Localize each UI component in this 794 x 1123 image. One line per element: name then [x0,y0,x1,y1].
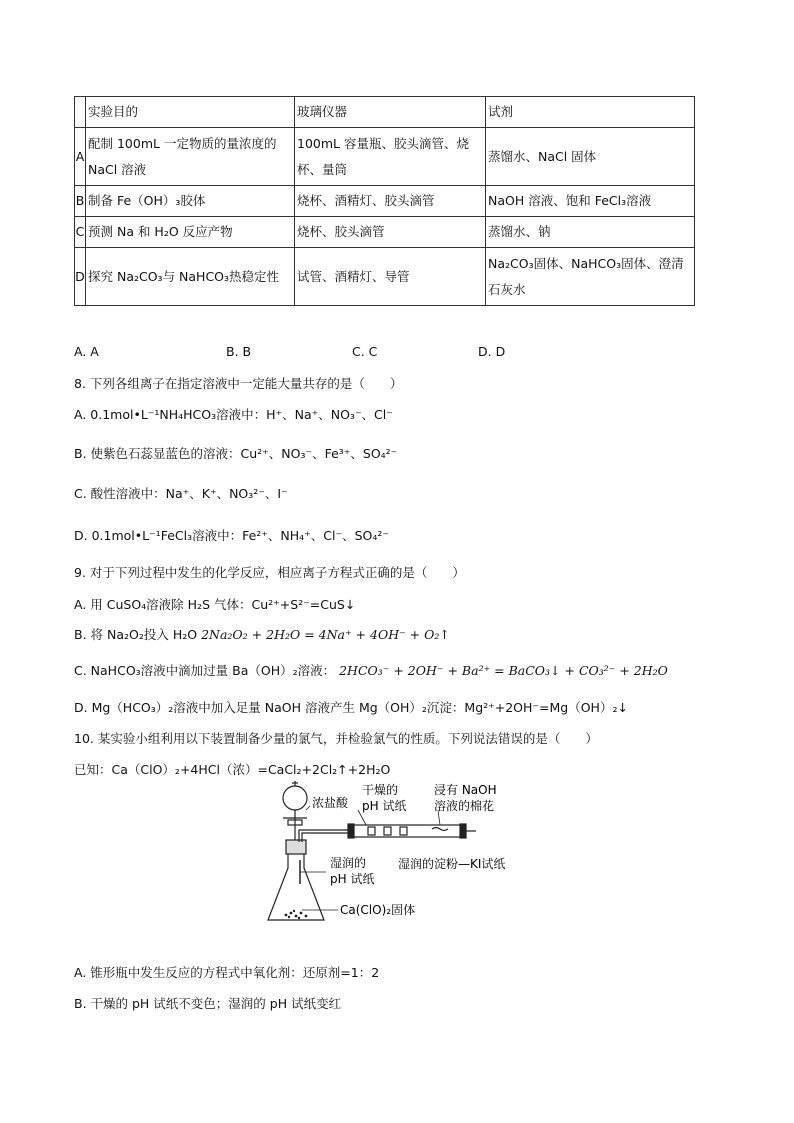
table-row [75,217,695,248]
glass-tube [348,824,476,838]
table-cell: 烧杯、酒精灯、胶头滴管 [295,186,486,217]
q8-stem: 8. 下列各组离子在指定溶液中一定能大量共存的是（ ） [74,376,403,391]
table-cell: 预测 Na 和 H₂O 反应产物 [86,217,295,248]
table-row [75,128,695,186]
q10-option-b: B. 干燥的 pH 试纸不变色；湿润的 pH 试纸变红 [74,996,342,1011]
table-header-row [75,97,695,128]
delivery-tube [299,830,352,842]
q9-option-d: D. Mg（HCO₃）₂溶液中加入足量 NaOH 溶液产生 Mg（OH）₂沉淀：Mg²⁺+2OH⁻=Mg（OH）₂↓ [74,700,628,715]
label-wet-ph-line1: 湿润的 [330,856,367,870]
table-header-cell: 玻璃仪器 [295,97,486,128]
q9-option-b-text: B. 将 Na₂O₂投入 H₂O [74,627,198,642]
row-label: C [75,217,86,248]
label-conc-hcl: 浓盐酸 [312,796,349,810]
table-cell: 试管、酒精灯、导管 [295,248,486,306]
table-cell: 蒸馏水、NaCl 固体 [486,128,695,186]
label-naoh-line2: 溶液的棉花 [434,799,495,813]
label-dry-ph-line1: 干燥的 [362,783,399,797]
label-naoh-line1: 浸有 NaOH [434,783,497,797]
q9-option-c [74,661,668,679]
q9-option-b-equation: 2Na₂O₂ + 2H₂O = 4Na⁺ + 4OH⁻ + O₂↑ [201,627,450,642]
q8-option-a: A. 0.1mol•L⁻¹NH₄HCO₃溶液中：H⁺、Na⁺、NO₃⁻、Cl⁻ [74,407,393,422]
label-ki-paper: 湿润的淀粉—KI试纸 [398,857,506,871]
q10-stem: 10. 某实验小组利用以下装置制备少量的氯气，并检验氯气的性质。下列说法错误的是（ ） [74,731,598,746]
solid-particles [285,910,308,919]
table-cell: 配制 100mL 一定物质的量浓度的 NaCl 溶液 [86,128,295,186]
table-cell: 探究 Na₂CO₃与 NaHCO₃热稳定性 [86,248,295,306]
table-header-cell: 试剂 [486,97,695,128]
q9-option-a: A. 用 CuSO₄溶液除 H₂S 气体：Cu²⁺+S²⁻=CuS↓ [74,597,356,612]
chlorine-apparatus-diagram [262,780,542,930]
q9-stem: 9. 对于下列过程中发生的化学反应，相应离子方程式正确的是（ ） [74,565,465,580]
separatory-funnel [283,781,307,840]
q10-option-a: A. 锥形瓶中发生反应的方程式中氧化剂：还原剂=1：2 [74,965,380,980]
q7-option-d: D. D [478,344,506,359]
row-label: B [75,186,86,217]
table-header-cell [75,97,86,128]
experiment-table [74,96,695,306]
q8-option-b: B. 使紫色石蕊显蓝色的溶液：Cu²⁺、NO₃⁻、Fe³⁺、SO₄²⁻ [74,446,398,461]
q9-option-c-text: C. NaHCO₃溶液中滴加过量 Ba（OH）₂溶液： [74,663,336,678]
table-row [75,186,695,217]
q8-option-c: C. 酸性溶液中：Na⁺、K⁺、NO₃²⁻、I⁻ [74,486,288,501]
table-cell: Na₂CO₃固体、NaHCO₃固体、澄清石灰水 [486,248,695,306]
conical-flask [268,840,324,920]
table-cell: 100mL 容量瓶、胶头滴管、烧杯、量筒 [295,128,486,186]
q9-option-c-equation: 2HCO₃⁻ + 2OH⁻ + Ba²⁺ = BaCO₃↓ + CO₃²⁻ + 2H₂O [339,663,668,678]
row-label: D [75,248,86,306]
table-row [75,248,695,306]
q7-option-c: C. C [352,344,378,359]
q7-option-b: B. B [226,344,252,359]
q8-option-d: D. 0.1mol•L⁻¹FeCl₃溶液中：Fe²⁺、NH₄⁺、Cl⁻、SO₄²⁻ [74,528,389,543]
q10-known: 已知：Ca（ClO）₂+4HCl（浓）=CaCl₂+2Cl₂↑+2H₂O [74,762,391,777]
table-cell: 制备 Fe（OH）₃胶体 [86,186,295,217]
q9-option-b [74,625,450,643]
label-dry-ph-line2: pH 试纸 [362,799,407,813]
table-cell: 蒸馏水、钠 [486,217,695,248]
label-wet-ph-line2: pH 试纸 [330,872,375,886]
table-cell: NaOH 溶液、饱和 FeCl₃溶液 [486,186,695,217]
table-header-cell: 实验目的 [86,97,295,128]
label-solid: Ca(ClO)₂固体 [340,903,416,917]
row-label: A [75,128,86,186]
table-cell: 烧杯、胶头滴管 [295,217,486,248]
q7-option-a: A. A [74,344,99,359]
